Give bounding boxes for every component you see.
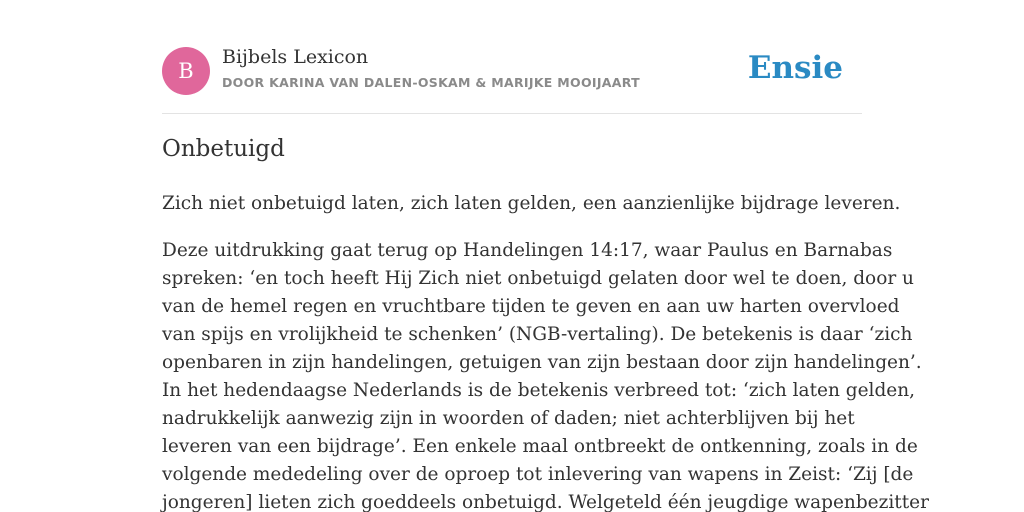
body-line: jongeren] lieten zich goeddeels onbetuigd. Welgeteld één jeugdige wapenbezitter	[162, 492, 929, 512]
body-line: In het hedendaagse Nederlands is de betekenis verbreed tot: ‘zich laten gelden,	[162, 380, 916, 401]
body-line: van spijs en vrolijkheid te schenken’ (NGB-vertaling). De betekenis is daar ‘zich	[162, 324, 913, 345]
body-line: spreken: ‘en toch heeft Hij Zich niet onbetuigd gelaten door wel te doen, door u	[162, 268, 914, 289]
entry-title: Onbetuigd	[162, 136, 285, 162]
body-line: openbaren in zijn handelingen, getuigen van zijn bestaan door zijn handelingen’.	[162, 352, 922, 373]
body-line: van de hemel regen en vruchtbare tijden te geven en aan uw harten overvloed	[162, 296, 900, 317]
entry-body	[162, 237, 929, 512]
body-line: nadrukkelijk aanwezig zijn in woorden of daden; niet achterblijven bij het	[162, 408, 855, 429]
body-line: Deze uitdrukking gaat terug op Handelingen 14:17, waar Paulus en Barnabas	[162, 240, 893, 261]
header-divider	[162, 113, 862, 114]
body-line: leveren van een bijdrage’. Een enkele maal ontbreekt de ontkenning, zoals in de	[162, 436, 918, 457]
source-header	[162, 46, 862, 96]
source-title[interactable]: Bijbels Lexicon	[222, 46, 369, 68]
ensie-logo[interactable]: Ensie	[747, 50, 843, 86]
source-authors: DOOR KARINA VAN DALEN-OSKAM & MARIJKE MOOIJAART	[222, 75, 640, 90]
source-avatar[interactable]: B	[162, 47, 210, 95]
entry-definition: Zich niet onbetuigd laten, zich laten gelden, een aanzienlijke bijdrage leveren.	[162, 193, 901, 214]
body-line: volgende mededeling over de oproep tot inlevering van wapens in Zeist: ‘Zij [de	[162, 464, 914, 485]
